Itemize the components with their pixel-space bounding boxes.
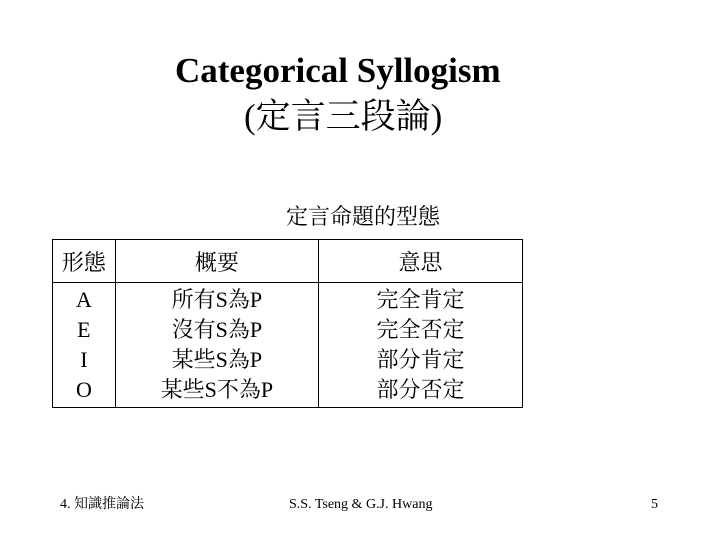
- slide-subtitle: (定言三段論): [244, 97, 443, 136]
- meaning-i: 部分肯定: [376, 347, 465, 372]
- header-form: 形態: [53, 240, 116, 283]
- page-number: 5: [651, 497, 658, 512]
- meaning-cell: [318, 283, 522, 408]
- form-a: A: [75, 287, 92, 312]
- summary-a: 所有S為P: [171, 287, 263, 312]
- table-header-row: [53, 240, 523, 283]
- summary-e: 沒有S為P: [171, 317, 263, 342]
- summary-o: 某些S不為P: [160, 377, 274, 402]
- header-meaning: 意思: [318, 240, 522, 283]
- footer-section-label: 4. 知識推論法: [60, 497, 144, 512]
- table-caption: 定言命題的型態: [286, 205, 441, 230]
- table-row: [53, 283, 523, 408]
- footer-authors: S.S. Tseng & G.J. Hwang: [289, 497, 433, 512]
- summary-i: 某些S為P: [171, 347, 263, 372]
- meaning-o: 部分否定: [376, 377, 465, 402]
- header-summary: 概要: [115, 240, 318, 283]
- slide-title-text: Categorical Syllogism: [175, 51, 501, 90]
- meaning-e: 完全否定: [376, 317, 465, 342]
- form-o: O: [75, 377, 92, 402]
- form-e: E: [77, 317, 91, 342]
- form-i: I: [80, 347, 88, 372]
- form-cell: [53, 283, 116, 408]
- meaning-a: 完全肯定: [376, 287, 465, 312]
- proposition-types-table: [52, 239, 523, 408]
- summary-cell: [115, 283, 318, 408]
